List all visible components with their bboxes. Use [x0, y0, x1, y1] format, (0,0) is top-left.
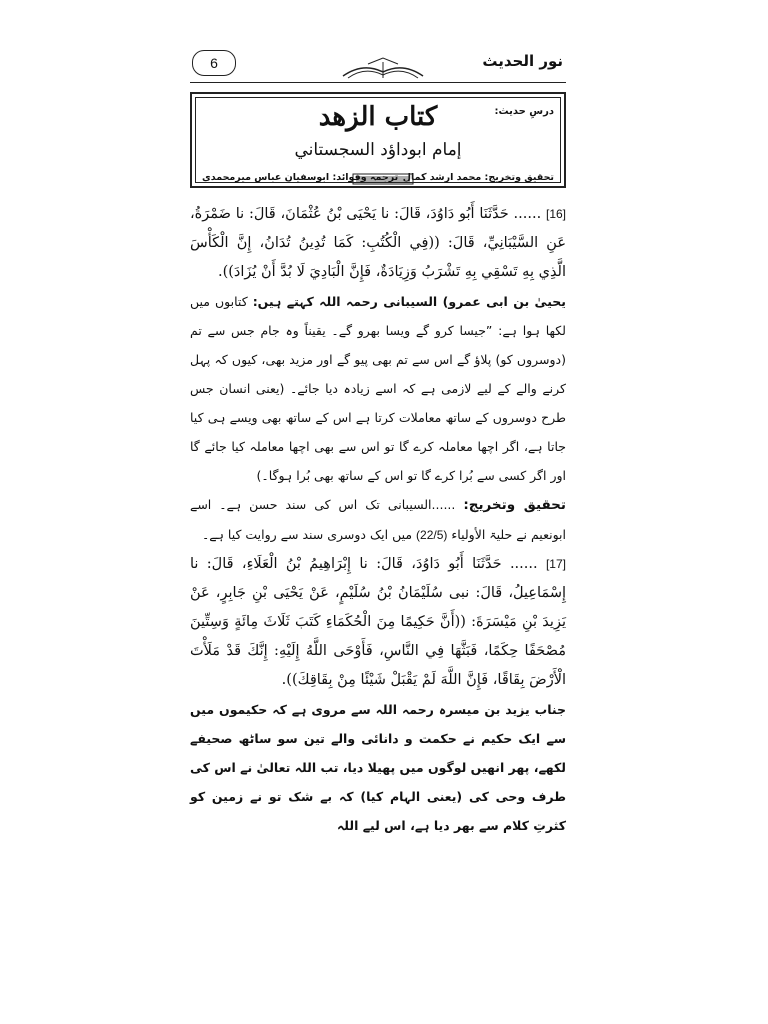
- page-number: 6: [192, 50, 236, 76]
- hadith-17-translation: جناب یزید بن میسرہ رحمہ اللہ سے مروی ہے کہ حکیموں میں سے ایک حکیم نے حکمت و دانائی والے تین سو ساٹھ صحیفے لکھے، پھر انھیں لوگوں میں پھیلا دیا، تب اللہ تعالیٰ نے اس کی طرف وحی کی (یعنی الہام کیا) کہ بے شک تو نے زمین کو کثرتِ کلام سے بھر دیا ہے، اس لیے اللہ: [190, 702, 566, 833]
- credit-translation: ترجمہ وفوائد: ابوسفیان عباس میرمحمدی: [202, 172, 399, 183]
- hadith-17-number: [17]: [545, 557, 566, 571]
- hadith-16-narrator: یحییٰ بن ابی عمرو) السیبانی رحمہ اللہ کہتے ہیں:: [252, 294, 566, 309]
- author-name: إمام ابوداؤد السجستاني: [294, 140, 462, 160]
- tahqiq-label: تحقیق وتخریج:: [463, 497, 566, 513]
- book-ornament-icon: [338, 56, 428, 82]
- tahqiq-reference: (22/5): [416, 528, 448, 542]
- title-box-frame: [195, 97, 561, 183]
- book-title: كتاب الزهد: [318, 102, 438, 132]
- hadith-16-tahqiq: [190, 490, 566, 550]
- hadith-17-arabic: [190, 550, 566, 695]
- hadith-17-text: ...... حَدَّثَنَا أَبُو دَاوُدَ، قَالَ: نا إِبْرَاهِيمُ بْنُ الْعَلَاءِ، قَالَ: نا إِسْمَاعِيلُ، قَالَ: نبى سُلَيْمَانُ بْنُ سُلَيْمٍ، عَنْ يَحْيَى بْنِ جَابِرٍ، عَنْ يَزِيدَ بْنِ مَيْسَرَةَ: ((أَنَّ حَكِيمًا مِنَ الْحُكَمَاءِ كَتَبَ ثَلَاثَ مِائَةٍ وَسِتِّينَ مُصْحَفًا حِكَمًا، فَبَثَّهَا فِي النَّاسِ، فَأَوْحَى اللَّهُ إِلَيْهِ: إِنَّكَ قَدْ مَلَأْتَ الْأَرْضَ بِقَاقًا، فَإِنَّ اللَّهَ لَمْ يَقْبَلْ شَيْئًا مِنْ بِقَاقِكَ)).: [190, 556, 566, 688]
- tahqiq-text: ......السیبانی تک اس کی سند حسن ہے۔ اسے ابونعیم نے حلیۃ الأولیاء: [190, 497, 566, 542]
- header-rule: [190, 82, 566, 83]
- title-box: [190, 92, 566, 188]
- hadith-16-translation: [190, 287, 566, 490]
- article-body: [190, 200, 566, 840]
- hadith-16-arabic: [190, 200, 566, 287]
- hadith-16-translation-text: کتابوں میں لکھا ہوا ہے: ”جیسا کرو گے ویسا بھرو گے۔ یقیناً وہ جام جس سے تم (دوسروں کو) پلاؤ گے اس سے تم بھی پیو گے اور مزید بھی، کیوں کہ پہل کرنے والے کے لیے لازمی ہے کہ اسے زیادہ دیا جائے۔ (یعنی انسان جس طرح دوسروں کے ساتھ معاملات کرتا ہے اس کے ساتھ بھی ویسے ہی کیا جاتا ہے، اگر اچھا معاملہ کرے گا تو اس سے بھی اچھا معاملہ کیا جائے گا اور اگر کسی سے بُرا کرے گا تو اس کے ساتھ بھی بُرا ہوگا۔): [190, 294, 566, 483]
- tahqiq-text-end: میں ایک دوسری سند سے روایت کیا ہے۔: [201, 527, 413, 542]
- credits-row: [202, 170, 554, 188]
- magazine-title: نور الحدیث: [482, 52, 563, 70]
- hadith-16-text: ...... حَدَّثَنَا أَبُو دَاوُدَ، قَالَ: نا يَحْيَى بْنُ عُثْمَانَ، قَالَ: نا ضَمْرَةُ، عَنِ السَّيْبَانِيِّ، قَالَ: ((فِي الْكُتُبِ: كَمَا تُدِينُ تُدَانُ، إِنَّ الْكَأْسَ الَّذِي بِهِ تَسْقِي بِهِ تَشْرَبُ وَزِيَادَةٌ، فَإِنَّ الْبَادِيَ لَا بُدَّ أَنْ يُزَادَ)).: [190, 206, 566, 280]
- section-label: درسِ حدیث:: [494, 106, 554, 117]
- credit-tahqiq: تحقیق وتخریج: محمد ارشد کمال: [402, 172, 554, 183]
- hadith-16-number: [16]: [545, 207, 567, 221]
